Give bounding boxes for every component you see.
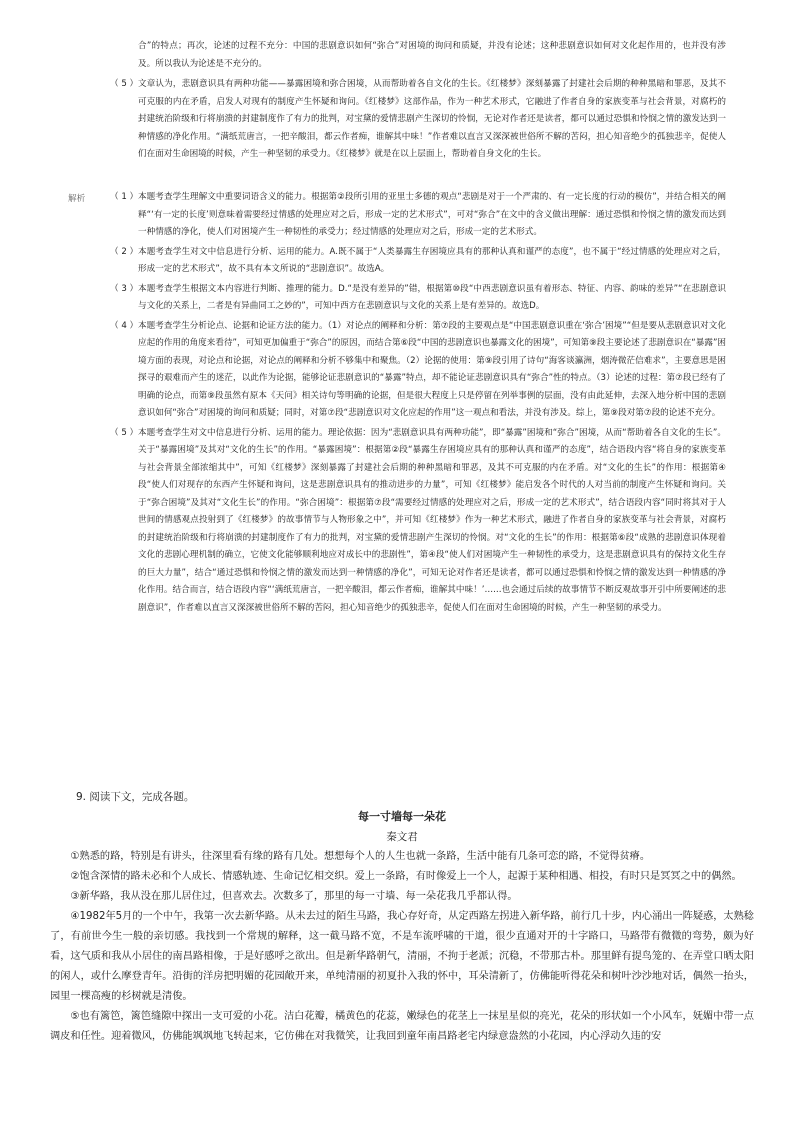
item-number: （ 4 ） <box>110 320 139 331</box>
analysis-item-1 <box>110 189 726 242</box>
question-heading: 9. 阅读下文，完成各题。 <box>76 791 195 803</box>
item-number: （ 2 ） <box>110 246 139 257</box>
analysis-label: 解析 <box>68 194 86 204</box>
analysis-item-5 <box>110 425 726 618</box>
analysis-item-2 <box>110 244 726 279</box>
item-text: 本题考查学生根据文本内容进行判断、推理的能力。D.“是没有差异的”错，根据第⑩段“中西悲剧意识虽有着形态、特征、内容、韵味的差异”“在悲剧意识与文化的关系上，二者是有异曲同工之妙的”，可知中西方在悲剧意识与文化的关系上是有差异的。故选D。 <box>138 283 726 311</box>
essay-paragraph: ⑤也有篱笆，篱笆缝隙中探出一支可爱的小花。洁白花瓣，橘黄色的花蕊，嫩绿色的花茎上一抹星星似的亮光，花朵的形状如一个小风车，妩媚中带一点调皮和任性。迎着微风，仿佛能飒飒地飞转起来，它仿佛在对我微笑，让我回到童年南昌路老宅内绿意盎然的小花园，内心浮动久违的安 <box>50 1011 754 1042</box>
item-text: 本题考查学生对文中信息进行分析、运用的能力。理论依据：因为“悲剧意识具有两种功能”，即“暴露”困境和“弥合”困境，从而“帮助着各自文化的生长”。关于“暴露困境”及其对“文化的生长”的作用。“暴露困境”：根据第②段“暴露生存困境应具有的那种认真和谨严的态度”，结合语段内容“将自身的家族变革与社会背景全部浓缩其中”，可知《红楼梦》深刻暴露了封建社会后期的种种黑暗和罪恶，及其不可克服的内在矛盾。对“文化的生长”的作用：根据第④段“使人们对现存的东西产生怀疑和询问，这是悲剧意识具有的推动进步的力量”，可知《红楼梦》能启发各个时代的人对当前的制度产生怀疑和询问。关于“弥合困境”及其对“文化生长”的作用。“弥合困境”：根据第⑦段“需要经过情感的处理应对之后，形成一定的艺术形式”，结合语段内容“同时将其对于人世间的情感观点投射到了《红楼梦》的故事情节与人物形象之中”，并可知《红楼梦》作为一种艺术形式，融进了作者自身的家族变革与社会背景，对腐朽的封建统治阶级和行将崩溃的封建制度作了有力的批判，对宝黛的爱情悲剧产生深切的怜悯。对“文化的生长”的作用：根据第⑥段“成熟的悲剧意识体现着文化的悲剧心理机制的确立，它使文化能够顺利地应对成长中的悲剧性”，第④段“使人们对困境产生一种韧性的承受力，这是悲剧意识具有的保持文化生存的巨大力量”，结合“通过恐惧和怜悯之情的激发而达到一种情感的净化”，可知无论对作者还是读者，都可以通过恐惧和怜悯之情的激发达到一种情感的净化作用。结合而言，结合语段内容“‘满纸荒唐言，一把辛酸泪，都云作者痴，谁解其中味！’……也会通过后续的故事情节不断反观故事开引中所要阐述的悲剧意识”，作者难以直言又深深被世俗所不解的苦闷，担心知音绝少的孤独悲辛，促使人们在面对生命困境的时候，产生一种坚韧的承受力。 <box>138 427 726 613</box>
analysis-item-4 <box>110 318 726 423</box>
item-text: 本题考查学生分析论点、论据和论证方法的能力。（1）对论点的阐释和分析：第⑦段的主要观点是“中国悲剧意识重在‘弥合’困境”“但是要从悲剧意识对文化应起的作用的角度来看待”，可知更加偏重于“弥合”的原因，而结合第⑥段“中国的悲剧意识也暴露文化的困境”，可知第⑨段主要论述了悲剧意识在“暴露”困境方面的表现，对论点和论据，对论点的阐释和分析不够集中和聚焦。（2）论据的使用：第⑨段引用了诗句“海客谈瀛洲，烟涛微茫信难求”，主要意思是困探寻的艰难而产生的迷茫，以此作为论据，能够论证悲剧意识的“暴露”特点，却不能论证悲剧意识具有“弥合”性的特点。（3）论述的过程：第⑦段已经有了明确的论点，而第⑨段虽然有原本《天问》相关诗句等明确的论据，但是很大程度上只是停留在列举事例的层面，没有由此延伸，去深入地分析中国的悲剧意识如何“弥合”对困境的询问和质疑；同时，对第⑦段“悲剧意识对文化应起的作用”这一观点和看法，并没有涉及。综上，第⑨段对第⑦段的论述不充分。 <box>138 320 726 418</box>
answer-item <box>110 76 726 164</box>
essay-paragraph: ②饱含深情的路未必和个人成长、情感轨迹、生命记忆相交织。爱上一条路，有时像爱上一个人，起源于某种相遇、相投，有时只是冥冥之中的偶然。 <box>70 871 742 882</box>
top-continuation <box>110 38 726 73</box>
answer-item-5 <box>110 76 726 164</box>
continuation-text: 合”的特点；再次，论述的过程不充分：中国的悲剧意识如何“弥合”对困境的询问和质疑，并没有论述；这种悲剧意识如何对文化起作用的，也并没有涉及。所以我认为论述是不充分的。 <box>138 41 726 69</box>
item-text: 本题考查学生对文中信息进行分析、运用的能力。A.既不属于“人类暴露生存困境应具有的那种认真和谨严的态度”，也不属于“经过情感的处理应对之后，形成一定的艺术形式”，故不具有本文所说的“悲剧意识”。故选A。 <box>138 246 726 274</box>
essay <box>50 805 754 1047</box>
essay-author: 秦文君 <box>386 831 418 843</box>
item-number: （ 1 ） <box>110 192 139 202</box>
item-number: （ 5 ） <box>110 79 139 89</box>
item-text: 本题考查学生理解文中重要词语含义的能力。根据第②段所引用的亚里士多德的观点“悲剧是对于一个严肃的、有一定长度的行动的模仿”，并结合相关的阐释“‘有一定的长度’则意味着需要经过情感的处理应对之后，形成一定的艺术形式”，可对“弥合”在文中的含义做出理解：通过恐惧和怜悯之情的激发而达到一种情感的净化，使人们对困境产生一种韧性的承受力；经过情感的处理应对之后，形成一定的艺术形式。 <box>138 192 726 237</box>
item-text: 文章认为，悲剧意识具有两种功能——暴露困境和弥合困境，从而帮助着各自文化的生长。《红楼梦》深刻暴露了封建社会后期的种种黑暗和罪恶，及其不可克服的内在矛盾，启发人对现有的制度产生怀疑和询问。《红楼梦》这部作品，作为一种艺术形式，它融进了作者自身的家族变革与社会背景，对腐朽的封建统治阶级和行将崩溃的封建制度作了有力的批判，对宝黛的爱情悲剧产生深切的怜悯，无论对作者还是读者，都可以通过恐惧和怜悯之情的激发达到一种情感的净化作用。“满纸荒唐言，一把辛酸泪，都云作者痴，谁解其中味！”作者难以直言又深深被世俗所不解的苦闷，担心知音绝少的孤独悲辛，促使人们在面对生命困境的时候，产生一种坚韧的承受力。《红楼梦》就是在以上层面上，帮助着自身文化的生长。 <box>138 79 726 159</box>
essay-paragraph: ③新华路，我从没在那儿居住过，但喜欢去。次数多了，那里的每一寸墙、每一朵花我几乎都认得。 <box>70 891 518 902</box>
analysis-section <box>110 189 726 617</box>
analysis-item-3 <box>110 281 726 316</box>
essay-paragraph: ④1982年5月的一个中午，我第一次去新华路。从未去过的陌生马路，我心存好奇，从定西路左拐进入新华路，前行几十步，内心涌出一阵疑惑，太熟稔了，有前世今生一般的亲切感。我找到一个常规的解释，这一截马路不宽，不是车流呼啸的干道，很少直通对开的十字路口，马路带有微微的弯势，颇为好看，这气质和我从小居住的南昌路相像，于是好感呼之欲出。但是新华路朝气，清丽，不拘于老派；沉稳，不带那古朴。那里鲜有提鸟笼的、在弄堂口晒太阳的闲人，或什么摩登青年。沿街的洋房把明媚的花园敞开来，单纯清丽的初夏扑入我的怀中，耳朵清新了，仿佛能听得花朵和树叶沙沙地对话，偶然一抬头，园里一棵高瘦的杉树就是清俊。 <box>50 911 754 1002</box>
item-number: （ 5 ） <box>110 427 139 438</box>
essay-title: 每一寸墙每一朵花 <box>358 810 446 823</box>
essay-paragraph: ①熟悉的路，特别是有讲头，往深里看有缘的路有几处。想想每个人的人生也就一条路，生活中能有几条可恋的路，不觉得贫瘠。 <box>70 851 651 862</box>
item-number: （ 3 ） <box>110 283 139 294</box>
